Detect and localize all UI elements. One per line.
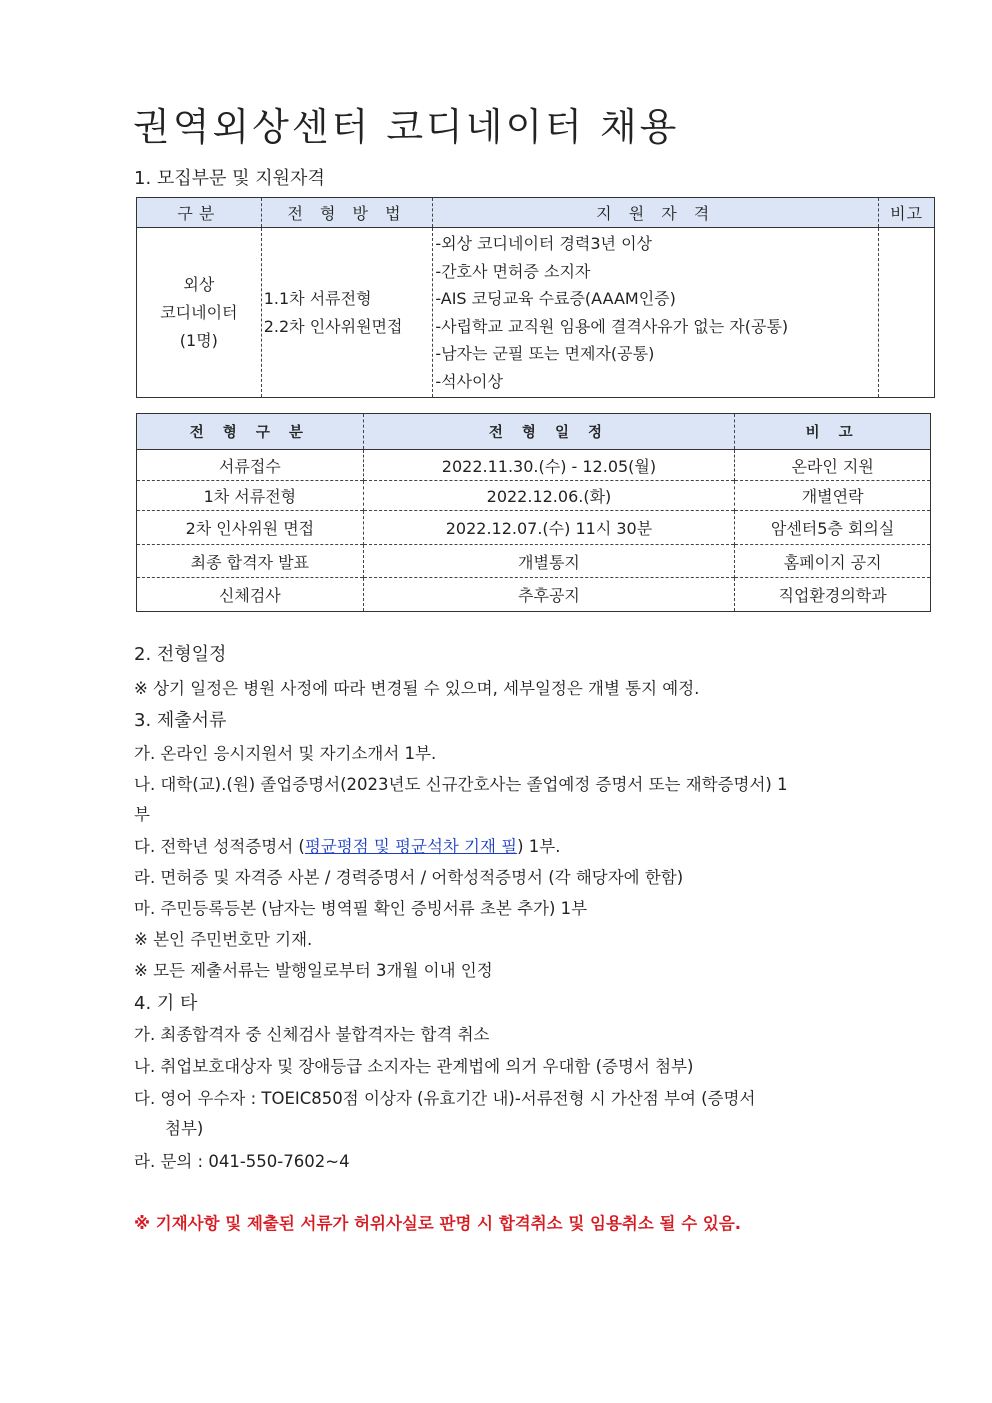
document-item: 가. 온라인 응시지원서 및 자기소개서 1부. [134,744,437,763]
qualification-item: -간호사 면허증 소지자 [435,261,591,281]
schedule-date: 개별통지 [363,545,735,578]
qualification-item: -사립학교 교직원 임용에 결격사유가 없는 자(공통) [435,316,789,336]
document-note: ※ 모든 제출서류는 발행일로부터 3개월 이내 인정 [134,961,493,980]
schedule-header-date: 전 형 일 정 [363,414,735,450]
document-item: 나. 대학(교).(원) 졸업증명서(2023년도 신규간호사는 졸업예정 증명서 또는 재학증명서) 1 [134,775,788,794]
contact-item: 라. 문의 : 041-550-7602~4 [134,1152,350,1171]
document-item [134,833,561,857]
schedule-date: 추후공지 [363,578,735,612]
qualification-item: -외상 코디네이터 경력3년 이상 [435,234,653,253]
schedule-stage: 서류접수 [137,450,364,481]
schedule-stage: 최종 합격자 발표 [137,545,364,578]
schedule-date: 2022.12.07.(수) 11시 30분 [363,511,735,545]
category-line: (1명) [179,330,218,350]
recruitment-table [136,197,935,398]
schedule-table [136,413,931,612]
schedule-date: 2022.11.30.(수) - 12.05(월) [363,450,735,481]
category-line: 코디네이터 [160,302,238,322]
header-category: 구분 [137,198,262,228]
document-item: 마. 주민등록등본 (남자는 병역필 확인 증빙서류 초본 추가) 1부 [134,899,588,918]
schedule-remark: 암센터5층 회의실 [770,519,895,538]
schedule-row [137,481,931,511]
other-item-continued: 첨부) [165,1119,204,1138]
method-line: 2.2차 인사위원면접 [263,316,403,336]
schedule-header-remark: 비 고 [805,425,860,441]
schedule-stage: 2차 인사위원 면접 [137,511,364,545]
schedule-remark: 홈페이지 공지 [783,552,882,572]
recruitment-row [137,228,935,398]
other-item: 다. 영어 우수자 : TOEIC850점 이상자 (유효기간 내)-서류전형 시 가산점 부여 (증명서 [134,1089,756,1108]
category-cell [137,228,262,398]
qualification-item: -남자는 군필 또는 면제자(공통) [435,344,655,363]
category-line: 외상 [183,274,215,294]
schedule-remark: 직업환경의학과 [778,586,887,605]
document-item-text: 다. 전학년 성적증명서 ( [134,837,305,856]
schedule-date: 2022.12.06.(화) [363,481,735,511]
header-method: 전 형 방 법 [261,198,433,228]
document-item: 라. 면허증 및 자격증 사본 / 경력증명서 / 어학성적증명서 (각 해당자에 한함) [134,868,684,887]
header-remark: 비고 [890,204,923,223]
section3-heading: 3. 제출서류 [134,710,227,731]
schedule-header-stage: 전 형 구 분 [137,414,364,450]
schedule-row [137,578,931,612]
other-item: 나. 취업보호대상자 및 장애등급 소지자는 관계법에 의거 우대함 (증명서 첨부) [134,1057,694,1076]
schedule-stage: 1차 서류전형 [137,481,364,511]
section4-heading: 4. 기 타 [134,993,198,1014]
remark-cell [879,228,935,398]
document-note: ※ 본인 주민번호만 기재. [134,930,313,949]
document-item-continued: 부 [134,805,150,824]
schedule-row [137,450,931,481]
schedule-note: ※ 상기 일정은 병원 사정에 따라 변경될 수 있으며, 세부일정은 개별 통지 예정. [134,679,700,698]
document-item-text: ) 1부. [517,837,561,856]
other-item: 가. 최종합격자 중 신체검사 불합격자는 합격 취소 [134,1025,490,1044]
qualification-item: -AIS 코딩교육 수료증(AAAM인증) [435,289,676,308]
schedule-remark: 개별연락 [801,487,864,506]
section1-heading: 1. 모집부문 및 지원자격 [134,168,325,189]
schedule-stage: 신체검사 [137,578,364,612]
schedule-remark: 온라인 지원 [791,456,874,476]
qualification-item: -석사이상 [435,371,503,391]
section2-heading: 2. 전형일정 [134,644,227,665]
warning-note: ※ 기재사항 및 제출된 서류가 허위사실로 판명 시 합격취소 및 임용취소 될 수 있음. [134,1214,742,1233]
qualification-cell [433,228,879,398]
schedule-row [137,545,931,578]
method-line: 1.1차 서류전형 [263,288,372,308]
schedule-row [137,511,931,545]
method-cell [261,228,433,398]
page-title: 권역외상센터 코디네이터 채용 [133,105,680,149]
schedule-header-row [137,414,931,450]
header-qualification: 지 원 자 격 [433,198,879,228]
recruitment-header-row [137,198,935,228]
gpa-note-link[interactable]: 평균평점 및 평균석차 기재 필 [304,837,518,856]
